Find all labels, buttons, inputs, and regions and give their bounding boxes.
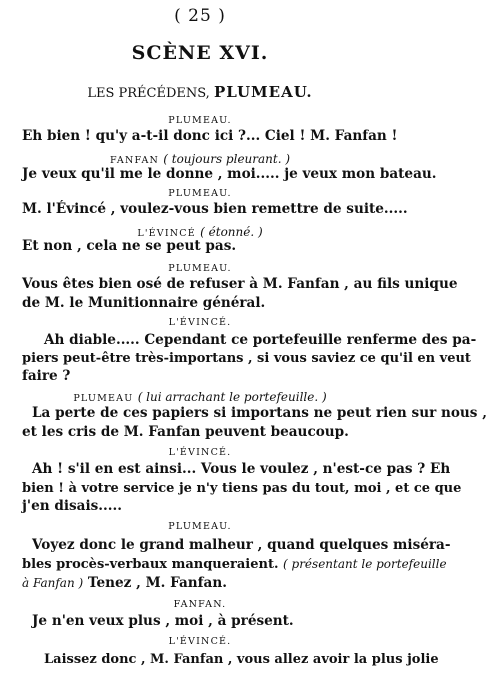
speaker-heading [0,637,400,647]
dialogue-line: j'en disais..... [22,498,122,514]
speaker-name: PLUMEAU. [168,115,232,126]
speaker-name: FANFAN [109,155,160,166]
characters-small: LES PRÉCÉDENS, [87,86,210,101]
dialogue-line: Et non , cela ne se peut pas. [22,238,237,254]
dialogue-line: Je veux qu'il me le donne , moi..... je veux mon bateau. [22,166,437,182]
dialogue-text: Tenez , M. Fanfan. [87,575,227,591]
speaker-heading [0,318,400,328]
speaker-name: FANFAN. [173,599,227,610]
speaker-name: PLUMEAU. [168,263,232,274]
dialogue-line: Eh bien ! qu'y a-t-il donc ici ?... Ciel ! M. Fanfan ! [22,128,398,144]
speaker-heading [0,116,400,126]
speaker-name: L'ÉVINCÉ [137,228,196,239]
speaker-name: L'ÉVINCÉ. [168,317,232,328]
page-number: ( 25 ) [174,6,226,26]
speaker-heading [0,522,400,532]
speaker-name: PLUMEAU [73,393,134,404]
dialogue-line: faire ? [22,368,71,384]
dialogue-text: bles procès-verbaux manqueraient. [22,557,279,572]
dialogue-line: Je n'en veux plus , moi , à présent. [32,613,294,629]
speaker-name: L'ÉVINCÉ. [168,447,232,458]
stage-direction: ( étonné. ) [200,225,263,239]
character-list [0,85,400,100]
scene-title: SCÈNE XVI. [131,42,269,64]
speaker-name: PLUMEAU. [168,521,232,532]
dialogue-line: Ah diable..... Cependant ce portefeuille renferme des pa- [44,332,477,348]
speaker-name: L'ÉVINCÉ. [168,636,232,647]
dialogue-line [22,558,447,571]
dialogue-line: de M. le Munitionnaire général. [22,295,266,311]
speaker-heading [0,448,400,458]
dialogue-line [22,577,227,591]
speaker-heading [0,226,400,239]
stage-direction: ( lui arrachant le portefeuille. ) [137,390,327,404]
dialogue-line: Laissez donc , M. Fanfan , vous allez avoir la plus jolie [44,652,439,667]
speaker-name: PLUMEAU. [168,188,232,199]
dialogue-line: Vous êtes bien osé de refuser à M. Fanfan , au fils unique [22,276,458,292]
stage-direction: ( présentant le portefeuille [283,557,447,571]
dialogue-line: Voyez donc le grand malheur , quand quelques miséra- [32,537,451,553]
dialogue-line: et les cris de M. Fanfan peuvent beaucoup. [22,424,349,440]
dialogue-line: Ah ! s'il en est ainsi... Vous le voulez , n'est-ce pas ? Eh [32,461,451,477]
speaker-heading [0,391,400,404]
dialogue-line: piers peut-être très-importans , si vous saviez ce qu'il en veut [22,351,471,366]
speaker-heading [0,189,400,199]
dialogue-line: M. l'Évincé , voulez-vous bien remettre de suite..... [22,201,408,217]
speaker-heading [0,153,400,166]
characters-main: PLUMEAU. [213,83,313,101]
stage-direction: à Fanfan ) [22,576,84,590]
stage-direction: ( toujours pleurant. ) [163,152,291,166]
speaker-heading [0,600,400,610]
dialogue-line: bien ! à votre service je n'y tiens pas du tout, moi , et ce que [22,481,462,496]
speaker-heading [0,264,400,274]
dialogue-line: La perte de ces papiers si importans ne peut rien sur nous , [32,405,487,421]
